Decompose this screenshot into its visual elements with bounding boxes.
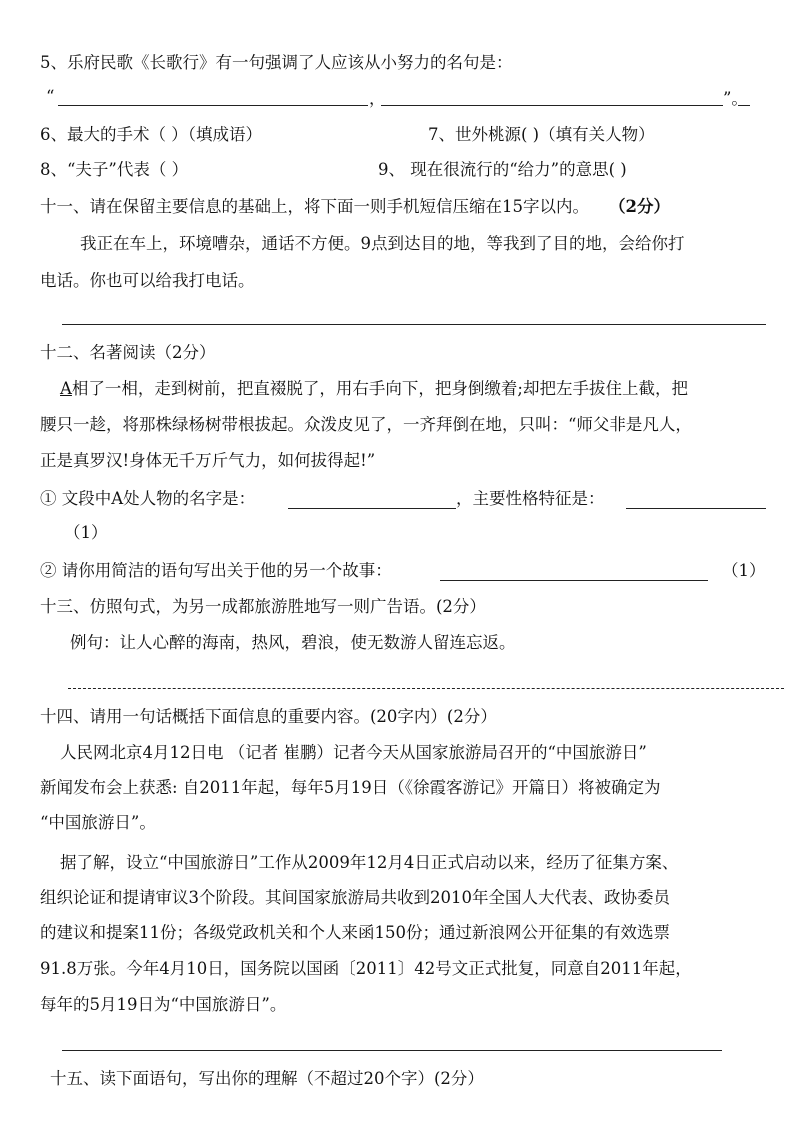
- s12-q2-label: ② 请你用简洁的语句写出关于他的另一个故事：: [40, 561, 392, 580]
- s13-title: 十三、仿照句式，为另一成都旅游胜地写一则广告语。(2分）: [40, 597, 486, 616]
- s12-paragraph-line-1: [60, 378, 688, 400]
- s12-title: 十二、名著阅读（2分）: [40, 343, 216, 362]
- s12-q1-trait-label: ，主要性格特征是：: [456, 489, 605, 508]
- s14-paragraph-line-5: 组织论证和提请审议3个阶段。其间国家旅游局共收到2010年全国人大代表、政协委员: [40, 888, 670, 907]
- s14-title: 十四、请用一句话概括下面信息的重要内容。(20字内）(2分）: [40, 707, 497, 726]
- s12-q2-answer-blank[interactable]: [440, 580, 708, 581]
- s14-paragraph-line-8: 每年的5月19日为“中国旅游日”。: [40, 995, 287, 1014]
- s12-a-mark: A: [60, 379, 72, 398]
- s12-q1-trait-blank[interactable]: [626, 508, 766, 509]
- q5-close-quote: ”。: [723, 89, 748, 108]
- s11-paragraph-line-1: 我正在车上，环境嘈杂，通话不方便。9点到达目的地，等我到了目的地，会给你打: [80, 234, 685, 253]
- s14-paragraph-line-3: “中国旅游日”。: [40, 813, 156, 832]
- s14-paragraph-line-6: 的建议和提案11份；各级党政机关和个人来函150份；通过新浪网公开征集的有效选票: [40, 923, 670, 942]
- s12-paragraph-line-2: 腰只一趁，将那株绿杨树带根拔起。众泼皮见了，一齐拜倒在地，只叫：“师父非是凡人，: [40, 415, 692, 434]
- q5-comma: ，: [369, 89, 386, 108]
- s15-title: 十五、读下面语句，写出你的理解（不超过20个字）(2分）: [50, 1069, 484, 1088]
- s12-paragraph-line-1-text: 相了一相，走到树前，把直裰脱了，用右手向下，把身倒缴着;却把左手拔住上截，把: [71, 379, 688, 398]
- s12-q1-label: ① 文段中A处人物的名字是：: [40, 489, 256, 508]
- q9-prompt: 9、 现在很流行的“给力”的意思( ): [378, 160, 627, 179]
- s11-title-text: 十一、请在保留主要信息的基础上，将下面一则手机短信压缩在15字以内。: [40, 197, 589, 216]
- s11-title: [40, 196, 670, 218]
- s13-answer-line[interactable]: [68, 688, 784, 689]
- q8-prompt: 8、“夫子”代表（ ）: [40, 160, 189, 179]
- q5-open-quote: “: [46, 87, 55, 106]
- q5-answer-blank-2[interactable]: [381, 105, 723, 106]
- s12-q1-name-blank[interactable]: [288, 508, 456, 509]
- s14-paragraph-line-1: 人民网北京4月12日电 （记者 崔鹏）记者今天从国家旅游局召开的“中国旅游日”: [60, 743, 647, 762]
- q5-tail-underline: [738, 105, 750, 106]
- s14-paragraph-line-4: 据了解，设立“中国旅游日”工作从2009年12月4日正式启动以来，经历了征集方案、: [60, 853, 679, 872]
- q5-prompt: 5、乐府民歌《长歌行》有一句强调了人应该从小努力的名句是：: [40, 53, 513, 72]
- s11-paragraph-line-2: 电话。你也可以给我打电话。: [40, 271, 255, 290]
- q6-prompt: 6、最大的手术（ ）（填成语）: [40, 125, 262, 144]
- q5-answer-blank-1[interactable]: [58, 105, 368, 106]
- s12-q1-score: （1）: [64, 523, 108, 542]
- s12-paragraph-line-3: 正是真罗汉!身体无千万斤气力，如何拔得起!”: [40, 451, 376, 470]
- s14-paragraph-line-2: 新闻发布会上获悉: 自2011年起，每年5月19日（《徐霞客游记》开篇日）将被确定为: [40, 778, 661, 797]
- s11-answer-line[interactable]: [62, 324, 766, 325]
- q7-prompt: 7、世外桃源( )（填有关人物）: [428, 125, 655, 144]
- s14-answer-line[interactable]: [62, 1050, 722, 1051]
- s14-paragraph-line-7: 91.8万张。今年4月10日，国务院以国函〔2011〕42号文正式批复，同意自2011年起，: [40, 959, 692, 978]
- s11-score: （2分）: [609, 197, 670, 216]
- s13-example: 例句：让人心醉的海南，热风，碧浪，使无数游人留连忘返。: [70, 633, 516, 652]
- s12-q2-score: （1）: [722, 561, 766, 580]
